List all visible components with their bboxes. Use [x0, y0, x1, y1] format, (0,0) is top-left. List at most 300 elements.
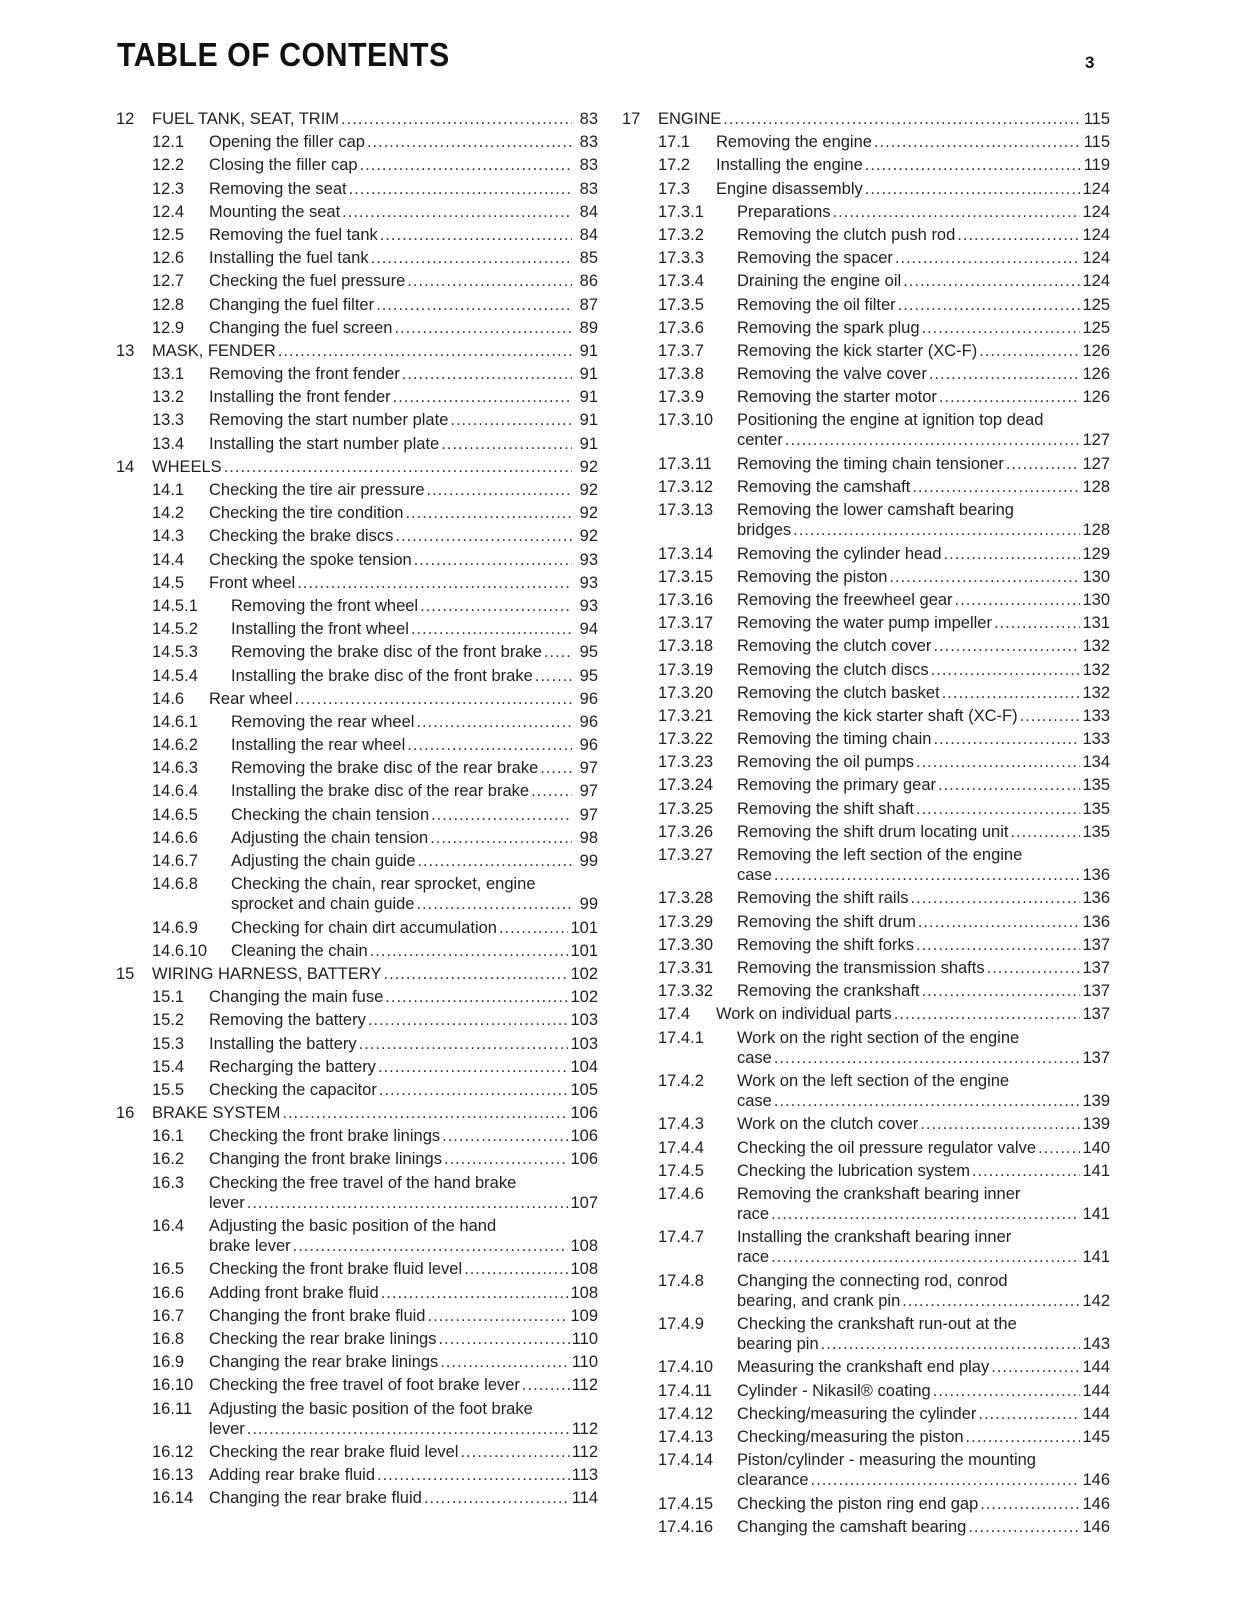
toc-entry-title: Changing the rear brake fluid [209, 1489, 422, 1508]
toc-entry[interactable] [622, 1025, 1110, 1068]
toc-entry-number: 15.5 [152, 1080, 185, 1099]
toc-entry-number: 14.5.4 [152, 666, 198, 685]
dot-leader [939, 387, 1081, 407]
toc-entry[interactable] [116, 1485, 598, 1508]
toc-entry-title: FUEL TANK, SEAT, TRIM [152, 110, 340, 128]
toc-entry-number: 17.2 [658, 156, 691, 175]
toc-entry-page: 92 [579, 457, 598, 476]
toc-entry[interactable] [116, 686, 598, 709]
toc-entry-title: Checking/measuring the cylinder [737, 1404, 977, 1423]
dot-leader [903, 271, 1080, 291]
dot-leader [430, 828, 572, 848]
toc-entry-title: Removing the oil pumps [737, 753, 915, 772]
toc-entry-title: Removing the rear wheel [231, 712, 415, 731]
toc-entry-page: 144 [1082, 1404, 1110, 1423]
toc-entry[interactable] [116, 1077, 598, 1100]
toc-entry-title: Rear wheel [209, 689, 293, 708]
dot-leader [793, 520, 1080, 540]
toc-entry[interactable] [622, 451, 1110, 474]
toc-entry-page: 109 [570, 1306, 598, 1325]
toc-entry[interactable] [622, 633, 1110, 656]
toc-entry[interactable] [116, 1396, 598, 1439]
toc-entry-number: 14.6.8 [152, 875, 198, 894]
toc-entry-number: 17.3.17 [658, 614, 714, 633]
toc-entry-title: Installing the rear wheel [231, 736, 406, 755]
toc-entry-page: 96 [579, 712, 598, 731]
toc-entry-page: 97 [579, 782, 598, 801]
toc-entry-title-continued: case [737, 1048, 772, 1067]
toc-entry-title: Checking the fuel pressure [209, 272, 406, 291]
toc-entry-title-continued: center [737, 431, 783, 450]
toc-entry-number: 14.6 [152, 689, 185, 708]
toc-entry-number: 14.6.7 [152, 852, 198, 870]
toc-entry-number: 15.2 [152, 1011, 185, 1030]
toc-entry[interactable] [116, 523, 598, 546]
toc-entry[interactable] [116, 199, 598, 222]
toc-entry[interactable] [622, 1181, 1110, 1224]
toc-entry[interactable] [622, 657, 1110, 680]
toc-entry-number: 13.2 [152, 388, 185, 407]
toc-entry-number: 14.5.2 [152, 620, 198, 639]
toc-entry[interactable] [116, 1054, 598, 1077]
toc-entry-number: 17.4.5 [658, 1161, 704, 1180]
toc-entry[interactable] [622, 199, 1110, 222]
toc-entry-title: Removing the shift drum [737, 912, 916, 931]
toc-column-right [622, 106, 1110, 1537]
toc-entry[interactable] [622, 1378, 1110, 1401]
toc-entry-page: 84 [579, 202, 598, 221]
toc-entry[interactable] [116, 431, 598, 454]
toc-entry[interactable] [116, 384, 598, 407]
toc-entry-title: Removing the engine [716, 133, 872, 152]
toc-entry[interactable] [622, 1424, 1110, 1447]
toc-entry[interactable] [116, 593, 598, 616]
dot-leader [942, 683, 1081, 703]
dot-leader [931, 660, 1081, 680]
toc-entry[interactable] [622, 1491, 1110, 1514]
toc-entry[interactable] [116, 500, 598, 523]
toc-entry-number: 16.7 [152, 1306, 185, 1325]
dot-leader [247, 1419, 570, 1439]
toc-entry-title: Removing the seat [209, 179, 347, 198]
toc-entry-number: 14.6.1 [152, 712, 198, 731]
toc-entry[interactable] [622, 726, 1110, 749]
toc-entry-title: Engine disassembly [716, 179, 863, 198]
toc-entry[interactable] [116, 1100, 598, 1123]
toc-entry[interactable] [116, 1326, 598, 1349]
toc-entry-title: WIRING HARNESS, BATTERY [152, 964, 382, 983]
toc-entry[interactable] [116, 915, 598, 938]
toc-entry[interactable] [622, 1268, 1110, 1311]
toc-entry[interactable] [622, 772, 1110, 795]
toc-entry[interactable] [622, 541, 1110, 564]
toc-entry[interactable] [116, 1462, 598, 1485]
dot-leader [916, 799, 1080, 819]
toc-entry[interactable] [622, 1001, 1110, 1024]
toc-entry[interactable] [622, 842, 1110, 885]
toc-entry-page: 141 [1082, 1248, 1110, 1267]
toc-entry-page: 139 [1082, 1115, 1110, 1134]
toc-entry-number: 16.2 [152, 1150, 185, 1169]
toc-entry[interactable] [622, 932, 1110, 955]
toc-entry-number: 17 [622, 110, 641, 128]
toc-entry-number: 14.5.3 [152, 643, 198, 662]
toc-entry-page: 108 [570, 1237, 598, 1256]
toc-entry-page: 134 [1082, 753, 1110, 772]
toc-entry-title-continued: clearance [737, 1471, 809, 1490]
toc-entry[interactable] [116, 129, 598, 152]
toc-entry[interactable] [622, 315, 1110, 338]
toc-entry-title-continued: sprocket and chain guide [231, 895, 415, 914]
toc-entry-number: 17.3 [658, 179, 691, 198]
toc-entry[interactable] [622, 407, 1110, 450]
toc-entry[interactable] [622, 680, 1110, 703]
toc-entry-number: 17.4.1 [658, 1028, 704, 1047]
toc-entry-page: 101 [570, 941, 598, 960]
toc-entry[interactable] [622, 749, 1110, 772]
toc-entry-number: 17.3.32 [658, 982, 714, 1001]
toc-entry[interactable] [116, 292, 598, 315]
toc-entry[interactable] [622, 955, 1110, 978]
toc-entry-title: Changing the fuel screen [209, 318, 393, 337]
dot-leader [933, 1381, 1081, 1401]
toc-entry-number: 16.3 [152, 1173, 185, 1192]
toc-entry[interactable] [116, 1349, 598, 1372]
toc-entry[interactable] [622, 152, 1110, 175]
toc-entry-number: 17.3.6 [658, 318, 704, 337]
toc-entry-page: 84 [579, 225, 598, 244]
toc-entry[interactable] [116, 454, 598, 477]
dot-leader [833, 202, 1081, 222]
toc-entry[interactable] [116, 984, 598, 1007]
toc-entry[interactable] [622, 384, 1110, 407]
toc-entry-number: 17.3.2 [658, 225, 704, 244]
toc-entry[interactable] [116, 1372, 598, 1395]
toc-entry[interactable] [116, 570, 598, 593]
toc-entry-number: 17.3.4 [658, 272, 704, 291]
toc-entry-page: 91 [579, 434, 598, 453]
dot-leader [916, 935, 1080, 955]
toc-entry-title: Changing the connecting rod, conrod [737, 1271, 1008, 1290]
toc-entry[interactable] [622, 978, 1110, 1001]
toc-entry-title: Checking the lubrication system [737, 1161, 970, 1180]
toc-entry-number: 17.3.10 [658, 411, 714, 430]
toc-entry[interactable] [622, 222, 1110, 245]
toc-entry[interactable] [622, 1447, 1110, 1490]
toc-entry[interactable] [116, 1031, 598, 1054]
toc-entry-number: 12.1 [152, 133, 185, 152]
toc-entry[interactable] [622, 909, 1110, 932]
toc-entry-number: 14.2 [152, 504, 185, 523]
toc-entry-title-continued: race [737, 1248, 770, 1267]
toc-entry-number: 13.1 [152, 365, 185, 384]
toc-entry[interactable] [116, 547, 598, 570]
toc-entry[interactable] [622, 268, 1110, 291]
toc-entry-page: 127 [1082, 431, 1110, 450]
dot-leader [1010, 822, 1080, 842]
toc-entry[interactable] [622, 361, 1110, 384]
dot-leader [987, 958, 1081, 978]
dot-leader [889, 567, 1080, 587]
toc-entry[interactable] [116, 961, 598, 984]
toc-entry[interactable] [622, 1068, 1110, 1111]
toc-entry-title: Checking the crankshaft run-out at the [737, 1315, 1017, 1334]
toc-entry-number: 17.3.29 [658, 912, 714, 931]
toc-entry-page: 146 [1082, 1494, 1110, 1513]
toc-entry-number: 16.1 [152, 1127, 185, 1146]
toc-entry[interactable] [116, 778, 598, 801]
toc-entry[interactable] [116, 871, 598, 914]
toc-entry-title: Removing the front wheel [231, 596, 419, 615]
toc-entry[interactable] [622, 610, 1110, 633]
toc-entry-number: 12.3 [152, 179, 185, 198]
toc-entry[interactable] [622, 474, 1110, 497]
toc-entry-title: Removing the cylinder head [737, 544, 942, 563]
dot-leader [938, 775, 1080, 795]
dot-leader [994, 613, 1081, 633]
toc-entry-title: Changing the main fuse [209, 988, 384, 1007]
toc-entry-page: 93 [579, 573, 598, 592]
toc-entry[interactable] [116, 732, 598, 755]
toc-entry-page: 124 [1082, 202, 1110, 221]
toc-entry-title: Adding front brake fluid [209, 1283, 379, 1302]
toc-entry[interactable] [622, 885, 1110, 908]
dot-leader [464, 1259, 568, 1279]
toc-entry-page: 131 [1082, 614, 1110, 633]
dot-leader [865, 179, 1081, 199]
toc-entry[interactable] [622, 292, 1110, 315]
toc-entry[interactable] [116, 1170, 598, 1213]
toc-entry-title: Removing the valve cover [737, 365, 927, 384]
toc-entry[interactable] [116, 315, 598, 338]
toc-entry-page: 98 [579, 828, 598, 847]
toc-entry-page: 135 [1082, 776, 1110, 795]
toc-entry[interactable] [116, 338, 598, 361]
toc-entry-page: 106 [570, 1104, 598, 1123]
toc-entry-title: Closing the filler cap [209, 156, 358, 175]
toc-entry[interactable] [622, 1224, 1110, 1267]
toc-entry[interactable] [622, 796, 1110, 819]
dot-leader [393, 387, 572, 407]
toc-entry[interactable] [622, 245, 1110, 268]
toc-entry-page: 106 [570, 1150, 598, 1169]
toc-entry[interactable] [622, 129, 1110, 152]
toc-entry[interactable] [116, 1007, 598, 1030]
toc-entry-number: 17.4.13 [658, 1428, 714, 1447]
toc-entry[interactable] [116, 825, 598, 848]
toc-entry-page: 145 [1082, 1428, 1110, 1447]
toc-entry-number: 16 [116, 1104, 135, 1123]
dot-leader [933, 636, 1080, 656]
toc-entry-number: 14.6.6 [152, 828, 198, 847]
toc-entry-title: Checking the spoke tension [209, 550, 412, 569]
toc-entry[interactable] [622, 1311, 1110, 1354]
toc-entry-number: 15 [116, 964, 135, 983]
dot-leader [894, 1004, 1081, 1024]
toc-entry-title: Checking the tire air pressure [209, 481, 425, 499]
toc-entry-page: 119 [1083, 156, 1110, 175]
toc-entry[interactable] [622, 1514, 1110, 1537]
toc-entry[interactable] [622, 587, 1110, 610]
toc-entry-number: 12 [116, 110, 135, 128]
toc-entry[interactable] [622, 1401, 1110, 1424]
toc-entry-number: 17.3.1 [658, 202, 704, 221]
toc-entry[interactable] [622, 1158, 1110, 1181]
toc-entry-number: 15.3 [152, 1034, 185, 1053]
toc-entry[interactable] [116, 1123, 598, 1146]
toc-entry[interactable] [116, 616, 598, 639]
toc-entry-title: Checking the front brake linings [209, 1127, 441, 1146]
dot-leader [535, 666, 572, 686]
toc-entry[interactable] [622, 703, 1110, 726]
toc-entry[interactable] [622, 1354, 1110, 1377]
dot-leader [865, 155, 1082, 175]
toc-entry-page: 85 [579, 249, 598, 268]
dot-leader [918, 912, 1081, 932]
dot-leader [427, 1306, 568, 1326]
toc-entry-title: Adjusting the basic position of the hand [209, 1217, 497, 1236]
toc-entry-number: 17.3.24 [658, 776, 714, 795]
toc-entry[interactable] [116, 802, 598, 825]
toc-entry-number: 17.4.3 [658, 1115, 704, 1134]
toc-entry-title: Removing the shift drum locating unit [737, 822, 1009, 841]
toc-entry-number: 12.2 [152, 156, 185, 175]
toc-entry-title: Installing the front wheel [231, 620, 409, 639]
toc-entry-page: 137 [1082, 1048, 1110, 1067]
dot-leader [1020, 706, 1081, 726]
toc-entry-number: 17.3.13 [658, 501, 714, 520]
toc-entry[interactable] [116, 848, 598, 871]
toc-entry-number: 12.8 [152, 295, 185, 314]
toc-entry-title: Positioning the engine at ignition top dead [737, 411, 1044, 430]
toc-entry-number: 17.3.20 [658, 683, 714, 702]
toc-entry-number: 17.3.21 [658, 706, 714, 725]
toc-entry-number: 17.3.26 [658, 822, 714, 841]
toc-entry-title: Removing the battery [209, 1011, 366, 1030]
toc-entry-title: Removing the start number plate [209, 411, 449, 430]
toc-entry-page: 124 [1082, 249, 1110, 268]
dot-leader [378, 1057, 569, 1077]
dot-leader [417, 851, 572, 871]
toc-entry-page: 137 [1082, 935, 1110, 954]
toc-entry-title: Removing the starter motor [737, 388, 937, 407]
toc-entry-title: Work on individual parts [716, 1005, 892, 1024]
toc-entry[interactable] [116, 268, 598, 291]
toc-entry-page: 95 [579, 666, 598, 685]
toc-entry-page: 99 [579, 852, 598, 870]
toc-entry[interactable] [116, 1303, 598, 1326]
toc-entry-title: Work on the right section of the engine [737, 1028, 1020, 1047]
toc-entry[interactable] [116, 663, 598, 686]
toc-entry[interactable] [116, 639, 598, 662]
toc-entry-page: 91 [579, 341, 598, 360]
toc-entry-title: Measuring the crankshaft end play [737, 1358, 990, 1377]
toc-entry[interactable] [116, 106, 598, 129]
toc-entry-title: Mounting the seat [209, 202, 341, 221]
toc-entry[interactable] [622, 564, 1110, 587]
toc-entry[interactable] [116, 1213, 598, 1256]
toc-entry[interactable] [622, 497, 1110, 540]
toc-entry-title: Installing the fuel tank [209, 249, 369, 268]
toc-entry[interactable] [116, 477, 598, 500]
toc-entry[interactable] [622, 819, 1110, 842]
toc-entry[interactable] [116, 361, 598, 384]
toc-entry-title: Removing the fuel tank [209, 225, 378, 244]
page-number: 3 [1085, 53, 1095, 72]
toc-entry-number: 17.4.4 [658, 1138, 704, 1157]
toc-entry[interactable] [116, 1256, 598, 1279]
toc-entry[interactable] [116, 152, 598, 175]
dot-leader [920, 1114, 1080, 1134]
dot-leader [978, 1404, 1080, 1424]
dot-leader [874, 132, 1082, 152]
toc-entry[interactable] [622, 1135, 1110, 1158]
toc-entry[interactable] [116, 176, 598, 199]
toc-entry[interactable] [622, 176, 1110, 199]
dot-leader [979, 341, 1080, 361]
toc-entry-title: Removing the crankshaft bearing inner [737, 1184, 1021, 1203]
toc-entry-page: 129 [1082, 544, 1110, 563]
toc-entry[interactable] [622, 1111, 1110, 1134]
toc-entry-number: 16.8 [152, 1329, 185, 1348]
toc-entry-title: Installing the brake disc of the rear brake [231, 782, 530, 801]
toc-entry-page: 97 [579, 759, 598, 778]
toc-entry-number: 14.3 [152, 527, 185, 546]
toc-entry-page: 142 [1082, 1291, 1110, 1310]
toc-entry-title: Removing the clutch basket [737, 683, 940, 702]
dot-leader [376, 295, 572, 315]
toc-entry-page: 136 [1082, 889, 1110, 908]
toc-entry-page: 133 [1082, 706, 1110, 725]
toc-entry-page: 130 [1082, 590, 1110, 609]
toc-entry-number: 17.3.15 [658, 567, 714, 586]
toc-entry-title: Removing the water pump impeller [737, 614, 992, 633]
toc-entry[interactable] [116, 1439, 598, 1462]
toc-entry[interactable] [116, 222, 598, 245]
toc-entry-number: 17.3.5 [658, 295, 704, 314]
toc-entry-title-continued: case [737, 1091, 772, 1110]
page-title: TABLE OF CONTENTS [117, 36, 450, 73]
toc-entry[interactable] [116, 709, 598, 732]
toc-entry-page: 91 [579, 411, 598, 430]
toc-entry-title: Removing the camshaft [737, 478, 911, 497]
dot-leader [912, 477, 1080, 497]
toc-entry-title: Changing the camshaft bearing [737, 1517, 967, 1536]
toc-entry-number: 16.14 [152, 1489, 194, 1508]
toc-entry-number: 14.1 [152, 481, 185, 499]
toc-entry-title: Checking the oil pressure regulator valve [737, 1138, 1036, 1157]
dot-leader [922, 318, 1081, 338]
toc-entry[interactable] [622, 338, 1110, 361]
toc-entry-number: 14.4 [152, 550, 185, 569]
dot-leader [980, 1494, 1080, 1514]
dot-leader [441, 434, 572, 454]
dot-leader [774, 1091, 1081, 1111]
dot-leader [902, 1291, 1080, 1311]
toc-entry[interactable] [622, 106, 1110, 129]
toc-entry[interactable] [116, 245, 598, 268]
toc-entry-title: Removing the timing chain tensioner [737, 454, 1004, 473]
toc-entry[interactable] [116, 755, 598, 778]
dot-leader [460, 1442, 569, 1462]
toc-entry[interactable] [116, 938, 598, 961]
toc-entry-page: 144 [1082, 1358, 1110, 1377]
toc-entry[interactable] [116, 407, 598, 430]
toc-entry-title-continued: bridges [737, 521, 792, 540]
toc-entry[interactable] [116, 1146, 598, 1169]
toc-entry[interactable] [116, 1280, 598, 1303]
toc-entry-number: 17.3.31 [658, 958, 714, 977]
